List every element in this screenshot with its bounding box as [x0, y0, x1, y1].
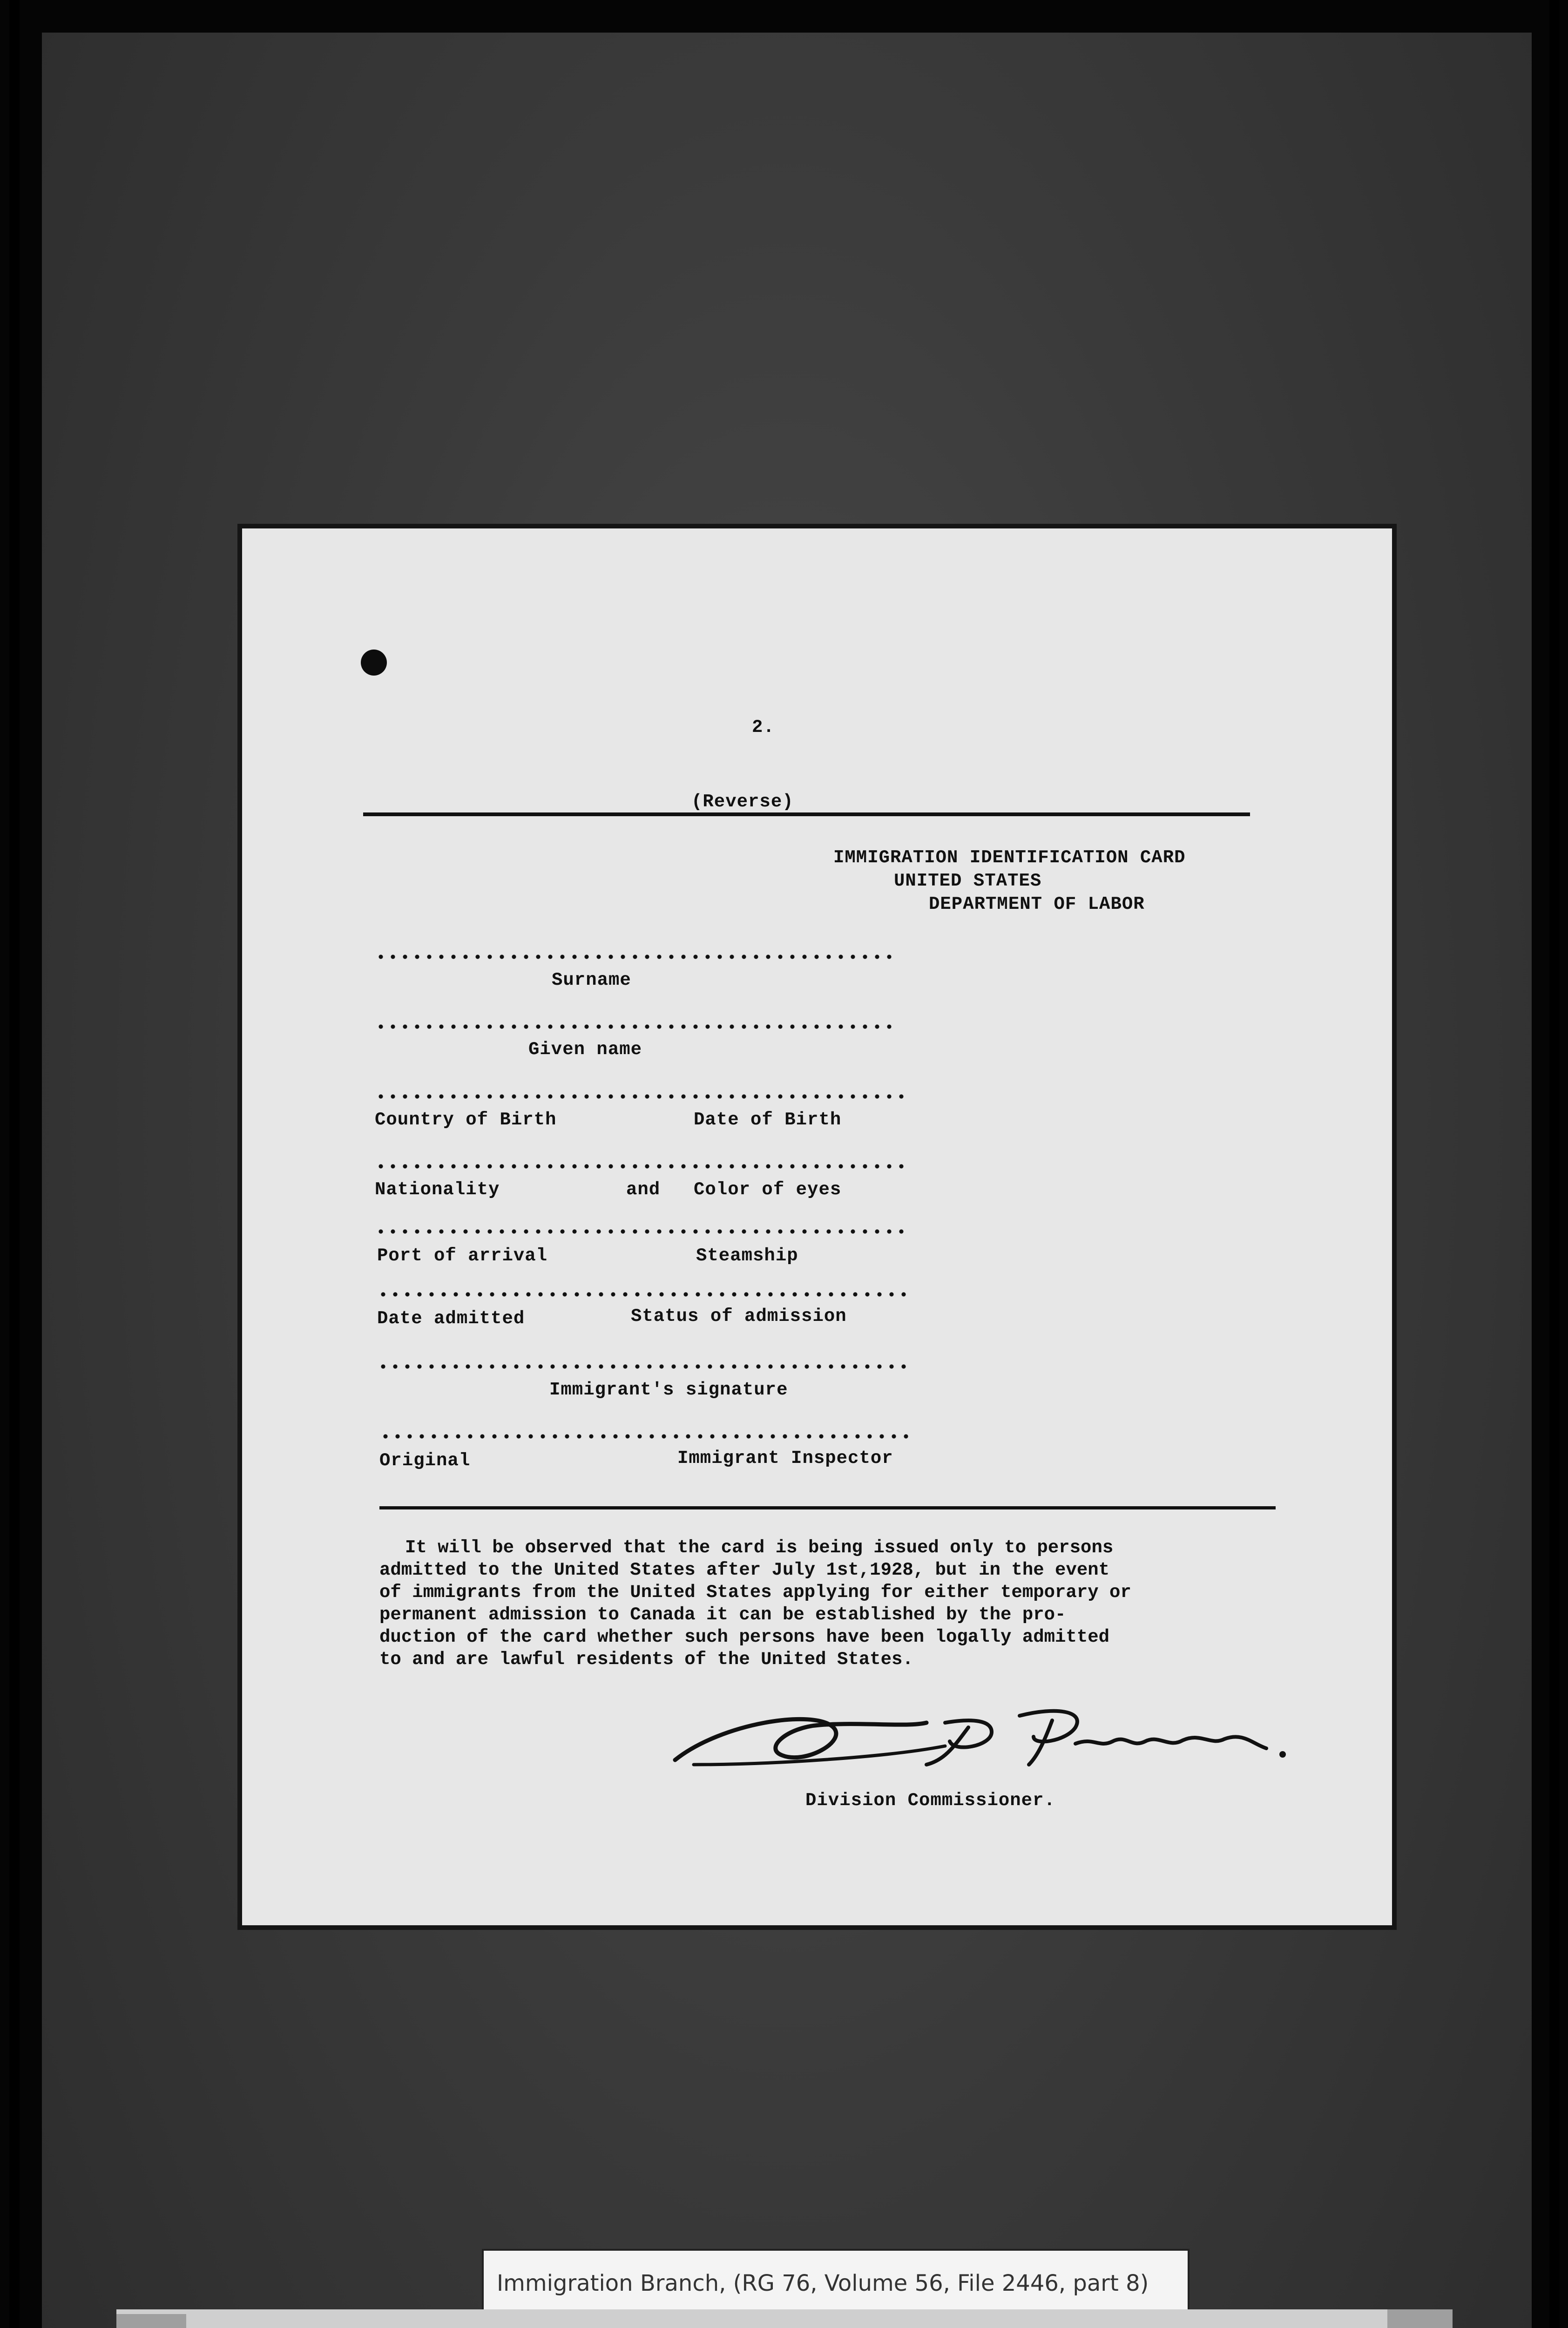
page-number: 2. — [752, 717, 775, 738]
paragraph-line: permanent admission to Canada it can be established by the pro- — [379, 1604, 1066, 1625]
immigrant-inspector-label: Immigrant Inspector — [677, 1448, 893, 1469]
document-page — [242, 528, 1392, 1925]
explanatory-paragraph — [379, 1536, 1311, 1671]
birth-dotted-line — [375, 1094, 906, 1099]
paragraph-line: It will be observed that the card is being issued only to persons — [405, 1537, 1114, 1558]
surname-dotted-line — [375, 954, 894, 959]
port-of-arrival-label: Port of arrival — [377, 1245, 548, 1266]
inspector-dotted-line — [379, 1434, 915, 1439]
surname-label: Surname — [552, 970, 631, 990]
punch-hole — [361, 650, 387, 676]
signatory-title: Division Commissioner. — [805, 1790, 1055, 1811]
handwritten-signature — [666, 1695, 1308, 1793]
given-name-label: Given name — [528, 1039, 642, 1060]
tape-right — [1387, 2309, 1453, 2328]
immigrant-signature-label: Immigrant's signature — [549, 1380, 788, 1400]
arrival-dotted-line — [375, 1229, 906, 1234]
nationality-label: Nationality — [375, 1179, 500, 1200]
color-of-eyes-label: Color of eyes — [694, 1179, 842, 1200]
paragraph-line: to and are lawful residents of the United States. — [379, 1649, 913, 1670]
and-label: and — [626, 1179, 661, 1200]
archive-reference-label: Immigration Branch, (RG 76, Volume 56, File 2446, part 8) — [482, 2249, 1190, 2314]
paragraph-line: admitted to the United States after July 1st,1928, but in the event — [379, 1560, 1110, 1580]
card-title-line-2: UNITED STATES — [894, 871, 1042, 891]
given-name-dotted-line — [375, 1024, 894, 1029]
original-label: Original — [379, 1450, 471, 1471]
date-of-birth-label: Date of Birth — [694, 1110, 842, 1130]
card-title-line-1: IMMIGRATION IDENTIFICATION CARD — [833, 847, 1186, 868]
date-admitted-label: Date admitted — [377, 1308, 525, 1329]
nationality-dotted-line — [375, 1164, 906, 1169]
signature-dotted-line — [377, 1364, 908, 1369]
paragraph-line: duction of the card whether such persons have been logally admitted — [379, 1627, 1110, 1647]
card-title-line-3: DEPARTMENT OF LABOR — [929, 894, 1145, 914]
steamship-label: Steamship — [696, 1245, 798, 1266]
tape-left — [116, 2314, 186, 2328]
status-of-admission-label: Status of admission — [631, 1306, 847, 1326]
country-of-birth-label: Country of Birth — [375, 1110, 557, 1130]
footer-rule — [379, 1506, 1276, 1509]
reverse-label: (Reverse) — [691, 792, 794, 812]
paragraph-line: of immigrants from the United States applying for either temporary or — [379, 1582, 1131, 1603]
admission-dotted-line — [377, 1292, 908, 1297]
header-rule — [363, 812, 1250, 816]
archive-stamp-mount — [116, 2309, 1453, 2328]
